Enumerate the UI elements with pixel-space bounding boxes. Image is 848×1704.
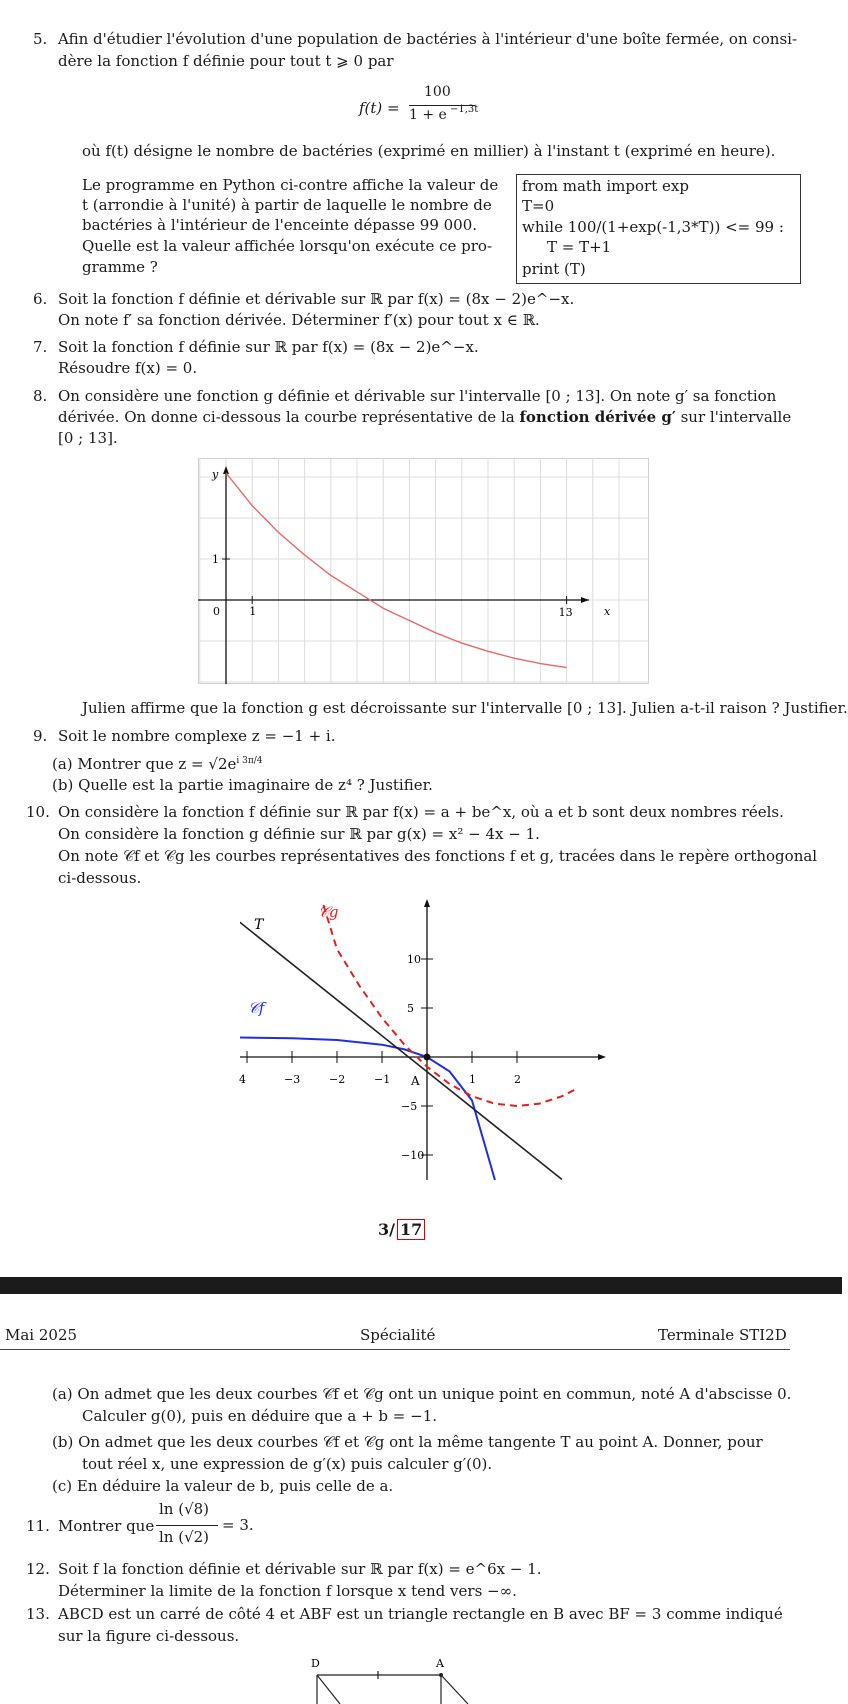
q9-part-b: (b) Quelle est la partie imaginaire de z⁴ ? Justifier. xyxy=(52,776,433,794)
q10-line2: On considère la fonction g définie sur ℝ par g(x) = x² − 4x − 1. xyxy=(58,825,540,843)
q6-line2: On note f′ sa fonction dérivée. Déterminer f′(x) pour tout x ∈ ℝ. xyxy=(58,311,540,329)
q8-after: Julien affirme que la fonction g est décroissante sur l'intervalle [0 ; 13]. Julien a-t-il raison ? Justifier. xyxy=(82,699,848,717)
q8-line2-bold: fonction dérivée g′ xyxy=(519,408,676,426)
tick-label-y1: 1 xyxy=(212,553,219,566)
q10-part-a-line2: Calculer g(0), puis en déduire que a + b = −1. xyxy=(82,1407,438,1425)
curve-cg-label: 𝒞g xyxy=(318,903,339,921)
q9-part-a-text: (a) Montrer que z = √2e xyxy=(52,755,237,773)
q8-number: 8. xyxy=(33,387,48,405)
q11-text: Montrer que xyxy=(58,1517,155,1535)
q5-number: 5. xyxy=(33,30,48,48)
vertex-label-a: A xyxy=(436,1657,444,1670)
q8-line3: [0 ; 13]. xyxy=(58,429,118,447)
code-line: T=0 xyxy=(522,197,555,215)
q10-line1: On considère la fonction f définie sur ℝ par f(x) = a + be^x, où a et b sont deux nombres réels. xyxy=(58,803,784,821)
point-a-label: A xyxy=(411,1074,420,1088)
y-tick-label: −5 xyxy=(401,1100,418,1113)
tangent-line-t xyxy=(225,910,563,1180)
q10-part-c: (c) En déduire la valeur de b, puis celle de a. xyxy=(52,1477,394,1495)
curve-cg xyxy=(324,905,576,1106)
tick-label-x13: 13 xyxy=(558,606,573,619)
q5-para-line: bactéries à l'intérieur de l'enceinte dépasse 99 000. xyxy=(82,216,478,234)
q12-line2: Déterminer la limite de la fonction f lorsque x tend vers −∞. xyxy=(58,1582,517,1600)
q11-number: 11. xyxy=(26,1517,50,1535)
q5-formula-exponent: −1,3t xyxy=(450,104,479,115)
q10-number: 10. xyxy=(26,803,50,821)
q5-formula-denominator: 1 + e xyxy=(409,107,447,123)
q5-line2: dère la fonction f définie pour tout t ⩾ 0 par xyxy=(58,52,394,70)
q8-line1: On considère une fonction g définie et dérivable sur l'intervalle [0 ; 13]. On note g′ sa fonction xyxy=(58,387,777,405)
q12-number: 12. xyxy=(26,1560,50,1578)
curves-group xyxy=(225,905,576,1241)
y-tick-label: 10 xyxy=(407,953,421,966)
q5-para-line: Quelle est la valeur affichée lorsqu'on exécute ce pro- xyxy=(82,237,493,255)
q10-line3: On note 𝒞f et 𝒞g les courbes représentatives des fonctions f et g, tracées dans le repère orthogonal xyxy=(58,847,818,865)
q10-part-a-line1: (a) On admet que les deux courbes 𝒞f et 𝒞g ont un unique point en commun, noté A d'abscisse 0. xyxy=(52,1385,792,1403)
q8-line2-start: dérivée. On donne ci-dessous la courbe représentative de la xyxy=(58,408,520,426)
q5-formula-numerator: 100 xyxy=(424,84,451,100)
page-current: 3 xyxy=(378,1220,390,1239)
diagonal-segment xyxy=(317,1675,340,1704)
python-code-box xyxy=(516,174,801,284)
x-axis-arrow xyxy=(598,1054,606,1060)
q11-denominator: ln (√2) xyxy=(159,1528,210,1546)
tick-label-x1: 1 xyxy=(249,605,257,618)
square-triangle-figure xyxy=(300,1652,500,1704)
q8-line2 xyxy=(58,408,791,427)
x-axis-label: x xyxy=(604,605,611,618)
q9-part-a xyxy=(52,752,263,774)
fraction-bar xyxy=(156,1525,218,1526)
x-tick-label: −3 xyxy=(284,1073,301,1086)
q10-part-b-line1: (b) On admet que les deux courbes 𝒞f et 𝒞g ont la même tangente T au point A. Donner, pour xyxy=(52,1433,763,1451)
q8-line2-end: sur l'intervalle xyxy=(675,408,792,426)
q7-line1: Soit la fonction f définie sur ℝ par f(x) = (8x − 2)e^−x. xyxy=(58,338,479,356)
tangent-label: T xyxy=(254,917,264,933)
q5-formula-lhs: f(t) = xyxy=(359,99,400,117)
q5-para-line: t (arrondie à l'unité) à partir de laquelle le nombre de xyxy=(82,196,492,214)
q11-fraction xyxy=(150,1500,270,1552)
header-center: Spécialité xyxy=(360,1326,436,1344)
q7-number: 7. xyxy=(33,338,48,356)
page-separator: / xyxy=(389,1220,395,1239)
y-axis-label: y xyxy=(212,468,219,481)
q7-line2: Résoudre f(x) = 0. xyxy=(58,359,198,377)
y-tick-label: −10 xyxy=(401,1149,425,1162)
q5-para-line: Le programme en Python ci-contre affiche la valeur de xyxy=(82,176,499,194)
q5-para-line: gramme ? xyxy=(82,258,158,276)
functions-chart xyxy=(240,895,610,1180)
point-a xyxy=(424,1054,431,1061)
q9-line1: Soit le nombre complexe z = −1 + i. xyxy=(58,727,336,745)
code-line: while 100/(1+exp(-1,3*T)) <= 99 : xyxy=(522,218,784,236)
x-tick-label: 2 xyxy=(514,1073,521,1086)
q6-number: 6. xyxy=(33,290,48,308)
q5-formula xyxy=(359,86,509,130)
x-tick-label: −1 xyxy=(374,1073,391,1086)
header-left: Mai 2025 xyxy=(5,1326,78,1344)
q13-line1: ABCD est un carré de côté 4 et ABF est un triangle rectangle en B avec BF = 3 comme indiqué xyxy=(58,1605,783,1623)
q11-numerator: ln (√8) xyxy=(159,1500,210,1518)
page-number xyxy=(378,1219,425,1240)
curve-cf xyxy=(225,1037,506,1241)
code-line: from math import exp xyxy=(522,177,689,195)
q5-line3: où f(t) désigne le nombre de bactéries (exprimé en millier) à l'instant t (exprimé en heure). xyxy=(82,142,776,160)
q9-part-a-exponent: i 3π/4 xyxy=(236,756,263,766)
plot-frame xyxy=(199,459,649,684)
derivative-chart xyxy=(198,458,649,684)
triangle-side xyxy=(441,1675,468,1704)
q10-line4: ci-dessous. xyxy=(58,869,142,887)
q9-number: 9. xyxy=(33,727,48,745)
page-total: 17 xyxy=(397,1219,425,1240)
y-axis-arrow xyxy=(424,899,430,907)
q6-line1: Soit la fonction f définie et dérivable sur ℝ par f(x) = (8x − 2)e^−x. xyxy=(58,290,575,308)
x-tick-label: 4 xyxy=(239,1073,246,1086)
header-right: Terminale STI2D xyxy=(658,1326,787,1344)
point-a xyxy=(439,1673,443,1677)
vertex-label-d: D xyxy=(311,1657,320,1670)
curve-cf-label: 𝒞f xyxy=(248,999,265,1017)
q11-rhs: = 3. xyxy=(222,1516,254,1534)
x-tick-label: −2 xyxy=(329,1073,346,1086)
tick-label-origin: 0 xyxy=(213,605,220,618)
q10-part-b-line2: tout réel x, une expression de g′(x) puis calculer g′(0). xyxy=(82,1455,493,1473)
page-separator-bar xyxy=(0,1277,842,1294)
code-line: T = T+1 xyxy=(547,238,612,256)
q12-line1: Soit f la fonction définie et dérivable sur ℝ par f(x) = e^6x − 1. xyxy=(58,1560,542,1578)
q5-line1: Afin d'étudier l'évolution d'une population de bactéries à l'intérieur d'une boîte fermée, on consi- xyxy=(58,30,798,48)
header-rule xyxy=(0,1349,790,1350)
q13-line2: sur la figure ci-dessous. xyxy=(58,1627,240,1645)
x-tick-label: 1 xyxy=(469,1073,476,1086)
y-tick-label: 5 xyxy=(407,1002,414,1015)
code-line: print (T) xyxy=(522,260,586,278)
q13-number: 13. xyxy=(26,1605,50,1623)
